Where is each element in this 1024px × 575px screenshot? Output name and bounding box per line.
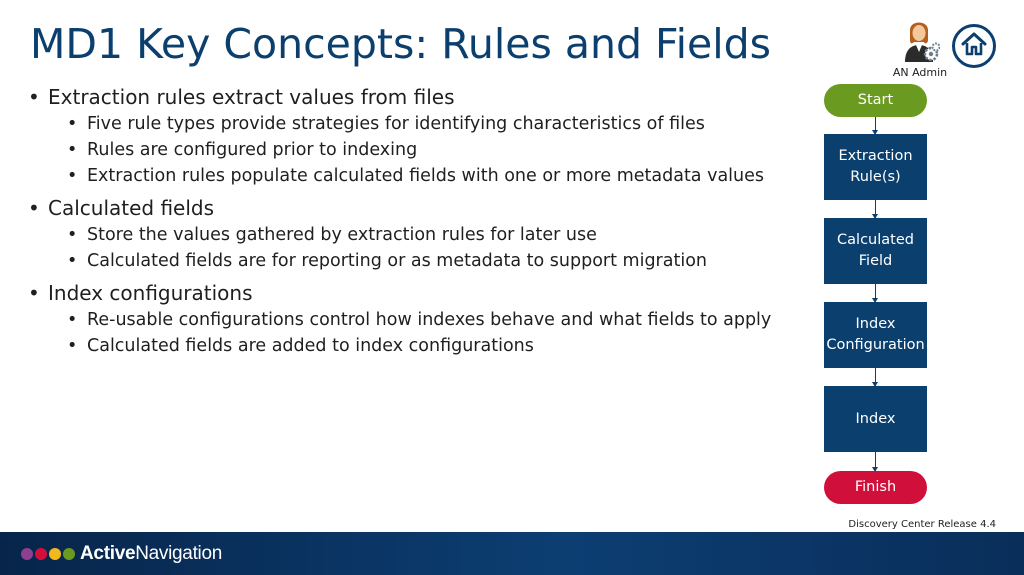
flow-extraction-label-line1: Extraction xyxy=(838,148,913,164)
active-navigation-logo xyxy=(21,543,222,565)
user-name: AN Admin xyxy=(892,66,948,79)
sub-bullet-item: • Calculated fields are for reporting or as metadata to support migration xyxy=(28,248,818,274)
logo-bold: Active xyxy=(80,543,136,564)
bullet-item: • Calculated fields xyxy=(28,195,818,222)
sub-bullet-item: • Calculated fields are added to index configurations xyxy=(28,333,818,359)
logo-wordmark xyxy=(80,543,222,565)
flow-start-label: Start xyxy=(857,92,894,108)
flow-arrow xyxy=(875,368,876,386)
logo-dot xyxy=(49,548,61,560)
sub-bullet-item: • Rules are configured prior to indexing xyxy=(28,137,818,163)
flow-arrow xyxy=(875,452,876,471)
flow-start-node xyxy=(824,84,927,117)
flow-extraction-label-line2: Rule(s) xyxy=(850,169,901,185)
sub-bullet-item: • Re-usable configurations control how indexes behave and what fields to apply xyxy=(28,307,818,333)
logo-dot xyxy=(35,548,47,560)
flow-index-configuration-node xyxy=(824,302,927,368)
flow-finish-node xyxy=(824,471,927,504)
flow-arrow xyxy=(875,200,876,218)
flow-index-label: Index xyxy=(855,410,896,427)
logo-dot xyxy=(21,548,33,560)
footer-bar xyxy=(0,532,1024,575)
flow-arrow xyxy=(875,117,876,134)
release-label: Discovery Center Release 4.4 xyxy=(848,519,996,530)
flow-arrow xyxy=(875,284,876,302)
bullet-item: • Extraction rules extract values from files xyxy=(28,84,818,111)
sub-bullet-item: • Store the values gathered by extraction rules for later use xyxy=(28,222,818,248)
flow-calculated-label-line1: Calculated xyxy=(837,232,914,248)
slide-title: MD1 Key Concepts: Rules and Fields xyxy=(30,20,772,68)
flow-calculated-field-node xyxy=(824,218,927,284)
flow-index-node xyxy=(824,386,927,452)
flow-extraction-rule-node xyxy=(824,134,927,200)
logo-regular: Navigation xyxy=(135,543,223,564)
sub-bullet-item: • Five rule types provide strategies for identifying characteristics of files xyxy=(28,111,818,137)
flow-indexconf-label-line1: Index xyxy=(855,316,896,332)
sub-bullet-item: • Extraction rules populate calculated fields with one or more metadata values xyxy=(28,163,818,189)
bullet-item: • Index configurations xyxy=(28,280,818,307)
flow-indexconf-label-line2: Configuration xyxy=(826,337,925,353)
flow-calculated-label-line2: Field xyxy=(858,253,893,269)
flow-finish-label: Finish xyxy=(854,479,897,495)
logo-dot xyxy=(63,548,75,560)
